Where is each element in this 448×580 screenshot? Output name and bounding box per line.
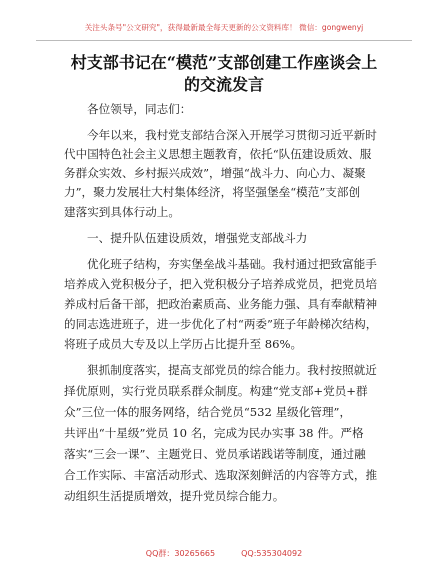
paragraph-line: 力”，聚力发展壮大村集体经济，将坚强堡垒“模范”支部创 bbox=[64, 185, 361, 199]
paragraph-line: 择优原则，实行党员联系群众制度。构建“党支部+党员+群 bbox=[64, 384, 368, 398]
paragraph-line: 将班子成员大专及以上学历占比提升至 86%。 bbox=[64, 337, 303, 351]
paragraph-line: 养成村后备干部，把政治素质高、业务能力强、具有奉献精神 bbox=[64, 297, 378, 311]
title-line-1: 村支部书记在“模范”支部创建工作座谈会上 bbox=[70, 53, 378, 72]
paragraph-line: 培养成入党积极分子，把入党积极分子培养成党员，把党员培 bbox=[64, 277, 378, 291]
banner-divider bbox=[36, 40, 412, 41]
paragraph-line: 合工作实际、丰富活动形式、选取深刻鲜活的内容等方式，推 bbox=[64, 468, 378, 482]
paragraph-line: 狠抓制度落实，提高支部党员的综合能力。我村按照就近 bbox=[87, 363, 377, 377]
paragraph-line: 的同志选进班子，进一步优化了村“两委”班子年龄梯次结构， bbox=[64, 317, 378, 331]
paragraph-line: 落实“三会一课”、主题党日、党员承诺践诺等制度，通过融 bbox=[64, 447, 366, 461]
page-title bbox=[36, 52, 412, 96]
paragraph-line: 建落实到具体行动上。 bbox=[64, 205, 180, 219]
section-heading: 一、提升队伍建设质效，增强党支部战斗力 bbox=[87, 231, 308, 245]
qq-group-label: QQ群：30265665 bbox=[145, 549, 216, 558]
paragraph-line: 动组织生活提质增效，提升党员综合能力。 bbox=[64, 489, 285, 503]
header-banner: 关注头条号"公文研究"，获得最新最全每天更新的公文资料库！ 微信：gongwenyj bbox=[84, 23, 364, 32]
paragraph-line: 今年以来，我村党支部结合深入开展学习贯彻习近平新时 bbox=[87, 128, 377, 142]
paragraph-line: 共评出“十星级”党员 10 名，完成为民办实事 38 件。严格 bbox=[64, 426, 364, 440]
page-footer bbox=[0, 548, 448, 559]
paragraph-line: 务群众实效、乡村振兴成效”，增强“战斗力、向心力、凝聚 bbox=[64, 166, 366, 180]
qq-label: QQ:535304092 bbox=[241, 549, 303, 558]
paragraph-line: 代中国特色社会主义思想主题教育，依托“队伍建设质效、服 bbox=[64, 147, 372, 161]
title-line-2: 的交流发言 bbox=[183, 75, 264, 94]
paragraph-line: 优化班子结构，夯实堡垒战斗基础。我村通过把致富能手 bbox=[87, 257, 377, 271]
paragraph-line: 众”三位一体的服务网络，结合党员“532 星级化管理”， bbox=[64, 405, 352, 419]
salutation: 各位领导，同志们： bbox=[87, 102, 192, 116]
